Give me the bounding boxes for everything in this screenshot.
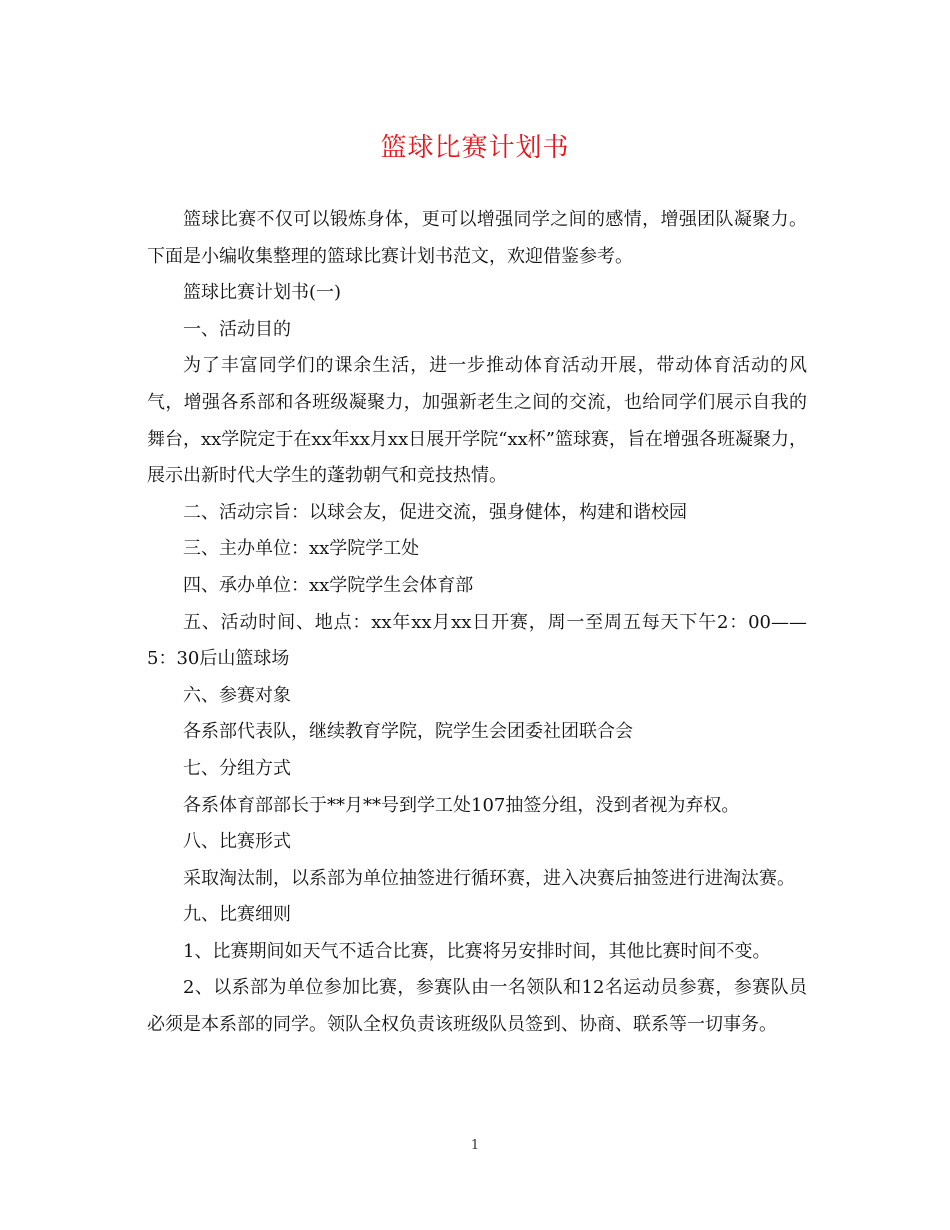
paragraph: 篮球比赛不仅可以锻炼身体，更可以增强同学之间的感情，增强团队凝聚力。下面是小编收集整理的篮球比赛计划书范文，欢迎借鉴参考。 [147,209,807,267]
page-number: 1 [470,1138,480,1153]
paragraph: 三、主办单位：xx学院学工处 [183,538,420,560]
paragraph: 采取淘汰制，以系部为单位抽签进行循环赛，进入决赛后抽签进行进淘汰赛。 [183,867,795,889]
paragraph: 八、比赛形式 [183,831,291,853]
paragraph: 1、比赛期间如天气不适合比赛，比赛将另安排时间，其他比赛时间不变。 [183,940,771,962]
document-title: 篮球比赛计划书 [380,133,570,163]
paragraph: 七、分组方式 [183,757,291,779]
paragraph: 五、活动时间、地点：xx年xx月xx日开赛，周一至周五每天下午2：00——5：30后山篮球场 [147,611,807,670]
paragraph: 为了丰富同学们的课余生活，进一步推动体育活动开展，带动体育活动的风气，增强各系部和各班级凝聚力，加强新老生之间的交流，也给同学们展示自我的舞台，xx学院定于在xx年xx月xx日展开学院“xx杯”篮球赛，旨在增强各班凝聚力，展示出新时代大学生的蓬勃朝气和竞技热情。 [147,355,807,487]
paragraph: 九、比赛细则 [183,904,291,926]
document-body [147,202,807,1044]
paragraph: 篮球比赛计划书(一) [183,282,342,304]
paragraph: 六、参赛对象 [183,684,291,706]
paragraph: 一、活动目的 [183,318,291,340]
paragraph: 二、活动宗旨：以球会友，促进交流，强身健体，构建和谐校园 [183,501,687,523]
paragraph: 各系部代表队，继续教育学院，院学生会团委社团联合会 [183,721,633,743]
paragraph: 四、承办单位：xx学院学生会体育部 [183,574,474,596]
paragraph: 2、以系部为单位参加比赛，参赛队由一名领队和12名运动员参赛，参赛队员必须是本系部的同学。领队全权负责该班级队员签到、协商、联系等一切事务。 [147,977,807,1036]
paragraph: 各系体育部部长于**月**号到学工处107抽签分组，没到者视为弃权。 [183,794,740,816]
